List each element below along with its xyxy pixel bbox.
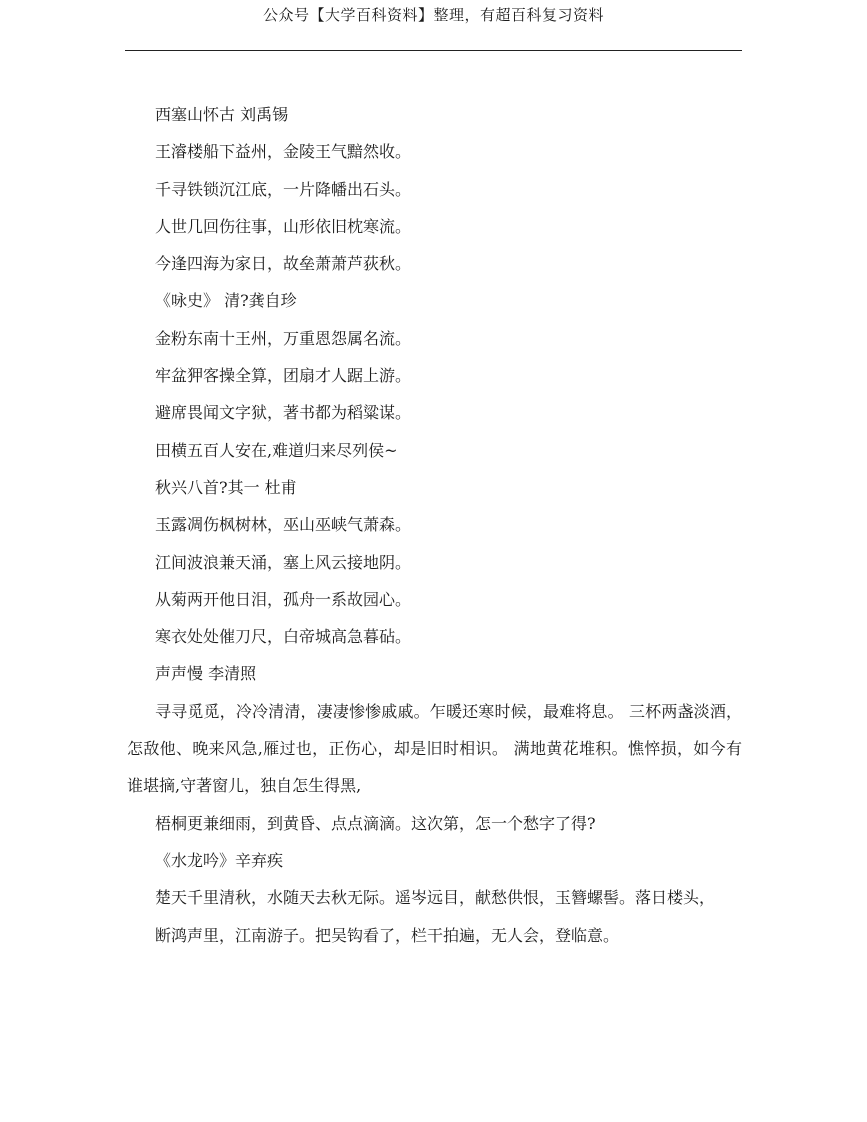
poem-line: 王濬楼船下益州，金陵王气黯然收。 — [155, 142, 412, 162]
poem-paragraph: 楚天千里清秋，水随天去秋无际。遥岑远目，献愁供恨，玉簪螺髻。落日楼头， — [155, 888, 716, 908]
poem-line: 玉露凋伤枫树林，巫山巫峡气萧森。 — [155, 515, 412, 535]
poem-line: 金粉东南十王州，万重恩怨属名流。 — [155, 328, 412, 348]
poem-line: 寒衣处处催刀尺，白帝城高急暮砧。 — [155, 627, 412, 647]
poem-line: 人世几回伤往事，山形依旧枕寒流。 — [155, 216, 412, 236]
document-body — [127, 96, 742, 954]
poem-line: 千寻铁锁沉江底，一片降幡出石头。 — [155, 179, 412, 199]
poem-title: 《水龙吟》辛弃疾 — [155, 850, 284, 870]
header-divider — [125, 50, 742, 51]
poem-line: 梧桐更兼细雨，到黄昏、点点滴滴。这次第，怎一个愁字了得? — [155, 813, 596, 833]
poem-title: 声声慢 李清照 — [155, 664, 257, 684]
page-header: 公众号【大学百科资料】整理，有超百科复习资料 — [262, 6, 604, 24]
poem-paragraph: 寻寻觅觅，冷冷清清，凄凄惨惨戚戚。乍暖还寒时候，最难将息。 三杯两盏淡酒，怎敌他、晚来风急,雁过也，正伤心，却是旧时相识。 满地黄花堆积。憔悴损，如今有谁堪摘,守著窗儿，独自怎生得黑, — [127, 701, 742, 796]
poem-line: 避席畏闻文字狱，著书都为稻粱谋。 — [155, 403, 412, 423]
poem-line: 今逢四海为家日，故垒萧萧芦荻秋。 — [155, 254, 412, 274]
poem-title: 西塞山怀古 刘禹锡 — [155, 105, 289, 124]
poem-line: 断鸿声里，江南游子。把吴钩看了，栏干拍遍，无人会，登临意。 — [155, 925, 620, 945]
poem-title: 《咏史》 清?龚自珍 — [155, 291, 297, 311]
poem-line: 牢盆狎客操全算，团扇才人踞上游。 — [155, 366, 412, 386]
poem-title: 秋兴八首?其一 杜甫 — [155, 477, 297, 497]
poem-line: 江间波浪兼天涌，塞上风云接地阴。 — [155, 552, 412, 572]
poem-line: 从菊两开他日泪，孤舟一系故园心。 — [155, 589, 412, 609]
poem-line: 田横五百人安在,难道归来尽列侯~ — [155, 440, 398, 460]
